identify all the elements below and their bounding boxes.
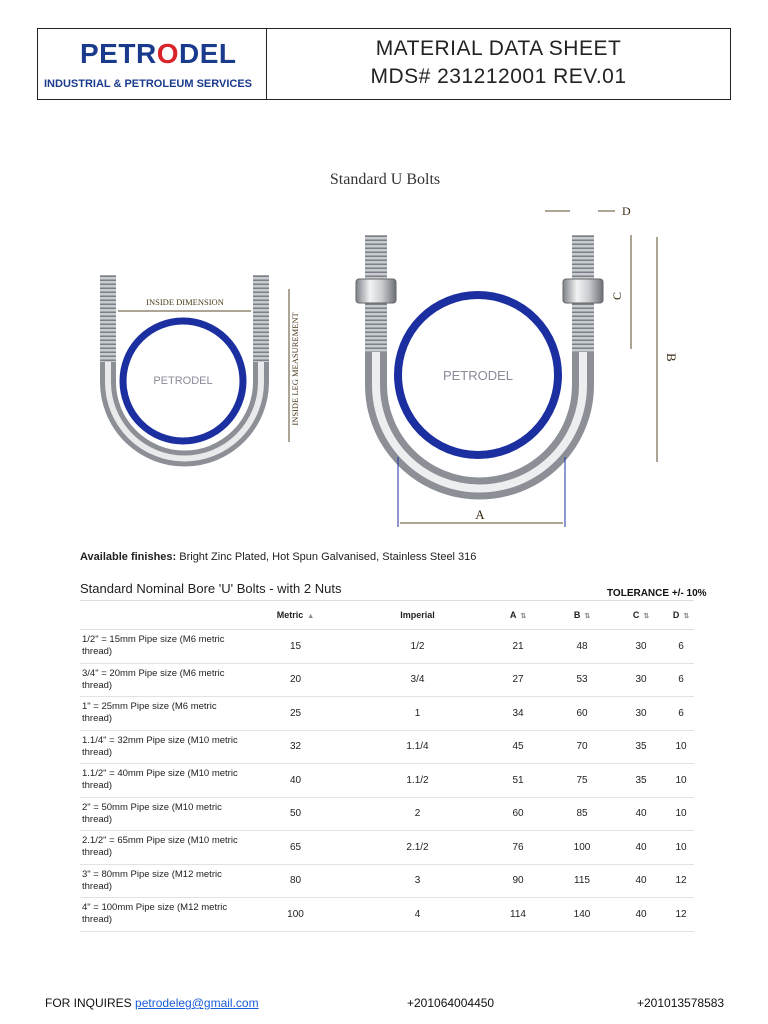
col-header-metric[interactable]: Metric ▲ (242, 601, 349, 630)
tolerance-note: TOLERANCE +/- 10% (607, 588, 707, 599)
dim-c-label: C (610, 291, 624, 300)
cell-c: 40 (614, 797, 668, 831)
sort-icon: ⇅ (584, 613, 591, 620)
cell-c: 35 (614, 764, 668, 798)
cell-desc: 1.1/4" = 32mm Pipe size (M10 metric thread) (80, 730, 242, 764)
cell-desc: 1.1/2" = 40mm Pipe size (M10 metric thread) (80, 764, 242, 798)
cell-a: 90 (486, 864, 550, 898)
u-bolt-drawing (40, 157, 730, 537)
col-header-description (80, 601, 242, 630)
cell-d: 12 (668, 864, 694, 898)
cell-imperial: 2 (349, 797, 486, 831)
table-row (80, 663, 694, 697)
cell-c: 35 (614, 730, 668, 764)
footer-inquiries: FOR INQUIRES petrodeleg@gmail.com (45, 996, 259, 1010)
footer-phone-2: +201013578583 (637, 996, 725, 1010)
sort-icon: ▲ (307, 613, 315, 620)
cell-d: 6 (668, 630, 694, 664)
cell-a: 114 (486, 898, 550, 932)
cell-metric: 15 (242, 630, 349, 664)
sort-icon: ⇅ (520, 613, 527, 620)
small-left-thread (100, 275, 116, 365)
cell-b: 60 (550, 697, 614, 731)
cell-metric: 80 (242, 864, 349, 898)
cell-metric: 65 (242, 831, 349, 865)
col-header-b[interactable]: B ⇅ (550, 601, 614, 630)
cell-a: 51 (486, 764, 550, 798)
cell-imperial: 3/4 (349, 663, 486, 697)
table-row (80, 864, 694, 898)
col-header-a[interactable]: A ⇅ (486, 601, 550, 630)
cell-b: 53 (550, 663, 614, 697)
cell-desc: 3/4" = 20mm Pipe size (M6 metric thread) (80, 663, 242, 697)
cell-b: 140 (550, 898, 614, 932)
cell-d: 10 (668, 730, 694, 764)
sort-icon: ⇅ (643, 613, 650, 620)
table-row (80, 764, 694, 798)
cell-d: 10 (668, 831, 694, 865)
cell-b: 115 (550, 864, 614, 898)
table-row (80, 697, 694, 731)
cell-a: 60 (486, 797, 550, 831)
logo-wordmark: PETRODEL (80, 38, 237, 69)
table-row (80, 831, 694, 865)
email-link[interactable]: petrodeleg@gmail.com (135, 996, 259, 1010)
u-bolt-dimensions-table (80, 600, 694, 932)
large-watermark: PETRODEL (442, 368, 514, 383)
available-finishes: Available finishes: Bright Zinc Plated, Hot Spun Galvanised, Stainless Steel 316 (80, 551, 477, 563)
cell-c: 40 (614, 898, 668, 932)
small-right-thread (253, 275, 269, 365)
table-row (80, 797, 694, 831)
cell-c: 30 (614, 663, 668, 697)
title-line-2: MDS# 231212001 REV.01 (370, 65, 627, 88)
cell-b: 100 (550, 831, 614, 865)
cell-a: 27 (486, 663, 550, 697)
cell-imperial: 2.1/2 (349, 831, 486, 865)
cell-metric: 40 (242, 764, 349, 798)
cell-b: 75 (550, 764, 614, 798)
u-bolt-figure (40, 157, 730, 537)
cell-a: 34 (486, 697, 550, 731)
cell-imperial: 1/2 (349, 630, 486, 664)
cell-metric: 32 (242, 730, 349, 764)
cell-d: 12 (668, 898, 694, 932)
cell-metric: 25 (242, 697, 349, 731)
cell-desc: 3" = 80mm Pipe size (M12 metric thread) (80, 864, 242, 898)
cell-a: 21 (486, 630, 550, 664)
table-header-row (80, 601, 694, 630)
cell-b: 70 (550, 730, 614, 764)
cell-b: 85 (550, 797, 614, 831)
table-row (80, 630, 694, 664)
company-logo (38, 29, 267, 99)
cell-desc: 2" = 50mm Pipe size (M10 metric thread) (80, 797, 242, 831)
cell-c: 30 (614, 630, 668, 664)
figure-title: Standard U Bolts (329, 171, 441, 188)
cell-c: 40 (614, 831, 668, 865)
cell-desc: 2.1/2" = 65mm Pipe size (M10 metric thread) (80, 831, 242, 865)
cell-imperial: 3 (349, 864, 486, 898)
cell-d: 6 (668, 663, 694, 697)
table-title: Standard Nominal Bore 'U' Bolts - with 2 Nuts (80, 581, 342, 596)
inside-dimension-label: INSIDE DIMENSION (146, 297, 224, 307)
cell-metric: 50 (242, 797, 349, 831)
cell-metric: 100 (242, 898, 349, 932)
inside-leg-label: INSIDE LEG MEASUREMENT (290, 312, 300, 426)
cell-imperial: 1 (349, 697, 486, 731)
col-header-c[interactable]: C ⇅ (614, 601, 668, 630)
cell-metric: 20 (242, 663, 349, 697)
cell-a: 76 (486, 831, 550, 865)
table-row (80, 898, 694, 932)
cell-d: 6 (668, 697, 694, 731)
sort-icon: ⇅ (683, 613, 690, 620)
cell-c: 30 (614, 697, 668, 731)
document-header (37, 28, 731, 100)
cell-imperial: 4 (349, 898, 486, 932)
large-u-bolt (356, 204, 679, 527)
col-header-imperial[interactable]: Imperial (349, 601, 486, 630)
col-header-d[interactable]: D ⇅ (668, 601, 694, 630)
dim-b-label: B (664, 353, 679, 362)
cell-d: 10 (668, 764, 694, 798)
cell-c: 40 (614, 864, 668, 898)
table-row (80, 730, 694, 764)
cell-desc: 1/2" = 15mm Pipe size (M6 metric thread) (80, 630, 242, 664)
cell-a: 45 (486, 730, 550, 764)
small-watermark: PETRODEL (153, 375, 213, 387)
cell-imperial: 1.1/4 (349, 730, 486, 764)
dim-d-label: D (622, 204, 631, 218)
cell-desc: 4" = 100mm Pipe size (M12 metric thread) (80, 898, 242, 932)
left-nut (356, 279, 396, 303)
cell-d: 10 (668, 797, 694, 831)
dim-a-label: A (475, 507, 485, 522)
cell-desc: 1" = 25mm Pipe size (M6 metric thread) (80, 697, 242, 731)
title-line-1: MATERIAL DATA SHEET (375, 37, 622, 60)
right-nut (563, 279, 603, 303)
small-u-bolt (100, 275, 300, 459)
footer-phone-1: +201064004450 (407, 996, 495, 1010)
cell-b: 48 (550, 630, 614, 664)
cell-imperial: 1.1/2 (349, 764, 486, 798)
document-title (267, 29, 730, 99)
logo-tagline: INDUSTRIAL & PETROLEUM SERVICES (44, 78, 253, 90)
